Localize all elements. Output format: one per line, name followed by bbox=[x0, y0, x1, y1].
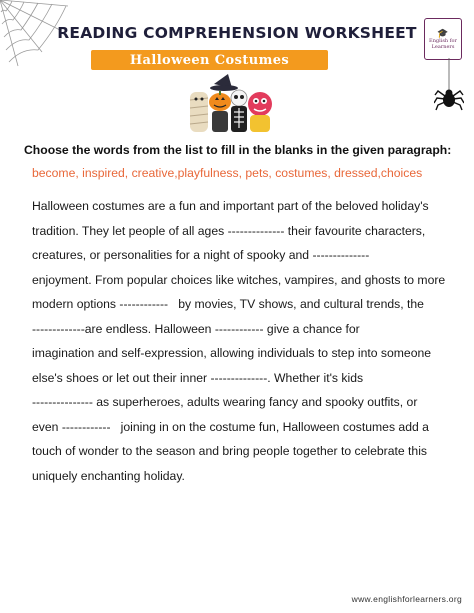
passage-line: tradition. They let people of all ages -------------- their favourite characters, bbox=[32, 223, 426, 238]
word-list: become, inspired, creative,playfulness, pets, costumes, dressed,choices bbox=[32, 166, 423, 180]
page-title: READING COMPREHENSION WORKSHEET bbox=[57, 24, 417, 42]
passage-line: imagination and self-expression, allowing individuals to step into someone bbox=[32, 346, 432, 360]
passage-line: modern options ------------ by movies, TV shows, and cultural trends, the bbox=[32, 297, 424, 311]
halloween-costumes-illustration bbox=[188, 72, 274, 134]
passage-line: else's shoes or let out their inner --------------. Whether it's kids bbox=[32, 370, 364, 385]
passage-line: creatures, or personalities for a night of spooky and -------------- bbox=[32, 248, 370, 262]
logo-text: English for Learners bbox=[429, 37, 457, 50]
passage-line: --------------- as superheroes, adults wearing fancy and spooky outfits, or bbox=[32, 395, 418, 409]
passage-line: touch of wonder to the season and bring people together to celebrate this bbox=[32, 444, 428, 458]
spider-icon bbox=[434, 58, 464, 118]
subtitle-banner bbox=[91, 50, 328, 70]
passage-line: Halloween costumes are a fun and important part of the beloved holiday's bbox=[32, 199, 429, 213]
passage-line: uniquely enchanting holiday. bbox=[32, 468, 185, 483]
passage bbox=[32, 194, 452, 488]
instructions: Choose the words from the list to fill in the blanks in the given paragraph: bbox=[24, 143, 452, 157]
subtitle: Halloween Costumes bbox=[129, 52, 290, 68]
site-logo bbox=[424, 18, 462, 60]
passage-line: enjoyment. From popular choices like witches, vampires, and ghosts to more bbox=[32, 272, 446, 287]
passage-line: -------------are endless. Halloween ------------ give a chance for bbox=[32, 321, 360, 336]
graduation-cap-icon: 🎓 bbox=[437, 27, 449, 38]
footer-website-link[interactable]: www.englishforlearners.org bbox=[351, 594, 462, 604]
passage-line: even ------------ joining in on the costume fun, Halloween costumes add a bbox=[32, 419, 429, 434]
